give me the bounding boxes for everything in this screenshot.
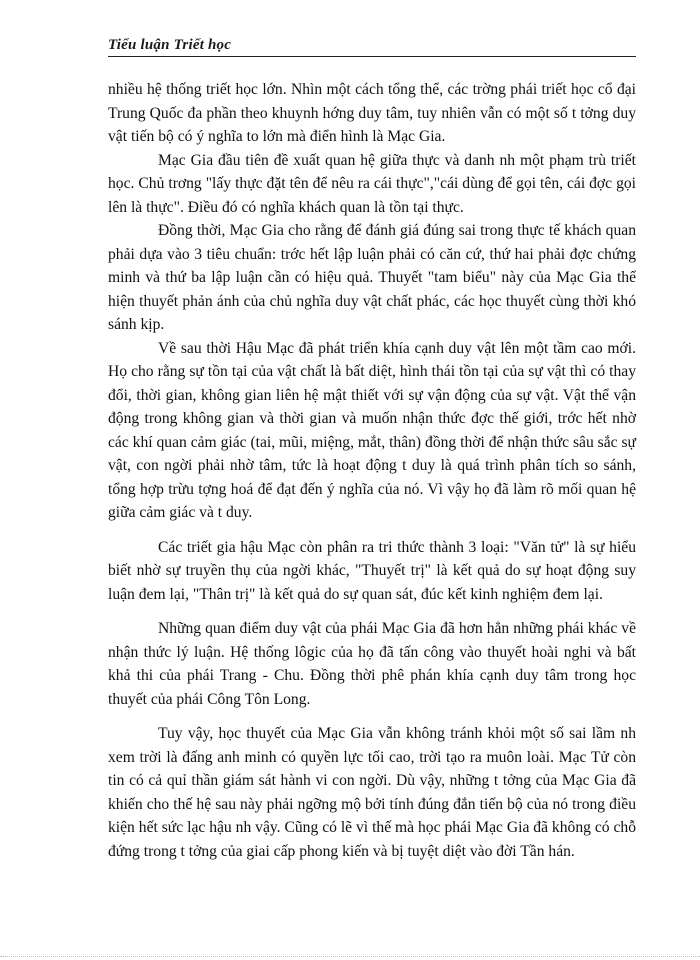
paragraph-1: nhiều hệ thống triết học lớn. Nhìn một cách tổng thể, các trờng phái triết học cổ đại Trung Quốc đa phần theo khuynh hớng duy tâm, tuy nhiên vẫn có một số t tởng duy vật tiến bộ có ý nghĩa to lớn mà điển hình là Mạc Gia. <box>108 81 636 145</box>
paragraph-6: Những quan điểm duy vật của phái Mạc Gia đã hơn hẳn những phái khác về nhận thức lý luận. Hệ thống lôgic của họ đã tấn công vào thuyết hoài nghi và bất khả thi của phái Trang - Chu. Đồng thời phê phán khía cạnh duy tâm trong học thuyết của phái Công Tôn Long. <box>108 620 636 708</box>
paragraph-2: Mạc Gia đầu tiên đề xuất quan hệ giữa thực và danh nh một phạm trù triết học. Chủ trơng "lấy thực đặt tên để nêu ra cái thực","cái dùng để gọi tên, cái đợc gọi lên là thực". Điều đó có nghĩa khách quan là tồn tại thực. <box>108 151 636 216</box>
page-bottom-border <box>0 956 700 957</box>
paragraph-5: Các triết gia hậu Mạc còn phân ra tri thức thành 3 loại: "Văn tử" là sự hiểu biết nhờ sự truyền thụ của ngời khác, "Thuyết trị" là kết quả do sự hoạt động suy luận đem lại, "Thân trị" là kết quả do sự quan sát, đúc kết kinh nghiệm đem lại. <box>108 538 636 603</box>
paragraph-3: Đồng thời, Mạc Gia cho rằng để đánh giá đúng sai trong thực tế khách quan phải dựa vào 3 tiêu chuẩn: trớc hết lập luận phải có căn cứ, thứ hai phải đợc chứng minh và thứ ba lập luận cần có hiệu quả. Thuyết "tam biểu" này của Mạc Gia thể hiện thuyết phản ánh của chủ nghĩa duy vật chất phác, các học thuyết cùng thời khó sánh kịp. <box>108 222 636 333</box>
body-text <box>108 78 636 863</box>
paragraph-4: Về sau thời Hậu Mạc đã phát triển khía cạnh duy vật lên một tầm cao mới. Họ cho rằng sự tồn tại của vật chất là bất diệt, hình thái tồn tại của sự vật thì có thay đổi, thời gian, không gian liên hệ mật thiết với sự vận động của sự vật. Vật thể vận động trong không gian và thời gian và muốn nhận thức đợc thế giới, trớc hết nhờ các khí quan cảm giác (tai, mũi, miệng, mắt, thân) đồng thời để nhận thức sâu sắc sự vật, con ngời phải nhờ tâm, tức là hoạt động t duy là quá trình phân tích so sánh, tổng hợp trừu tợng hoá để đạt đến ý nghĩa của nó. Vì vậy họ đã làm rõ mối quan hệ giữa cảm giác và t duy. <box>108 339 636 521</box>
running-header: Tiểu luận Triết học <box>108 37 232 53</box>
header-rule <box>108 56 636 57</box>
paragraph-7: Tuy vậy, học thuyết của Mạc Gia vẫn không tránh khỏi một số sai lầm nh xem trời là đấng anh minh có quyền lực tối cao, trời tạo ra muôn loài. Mạc Tử còn tin có cả quỉ thần giám sát hành vi con ngời. Dù vậy, những t tởng của Mạc Gia đã khiến cho thế hệ sau này phải ngỡng mộ bởi tính đúng đắn tiến bộ của nó trong điều kiện hết sức lạc hậu nh vậy. Cũng có lẽ vì thế mà học phái Mạc Gia đã không có chỗ đứng trong t tởng của giai cấp phong kiến và bị tuyệt diệt vào đời Tần hán. <box>108 725 636 860</box>
